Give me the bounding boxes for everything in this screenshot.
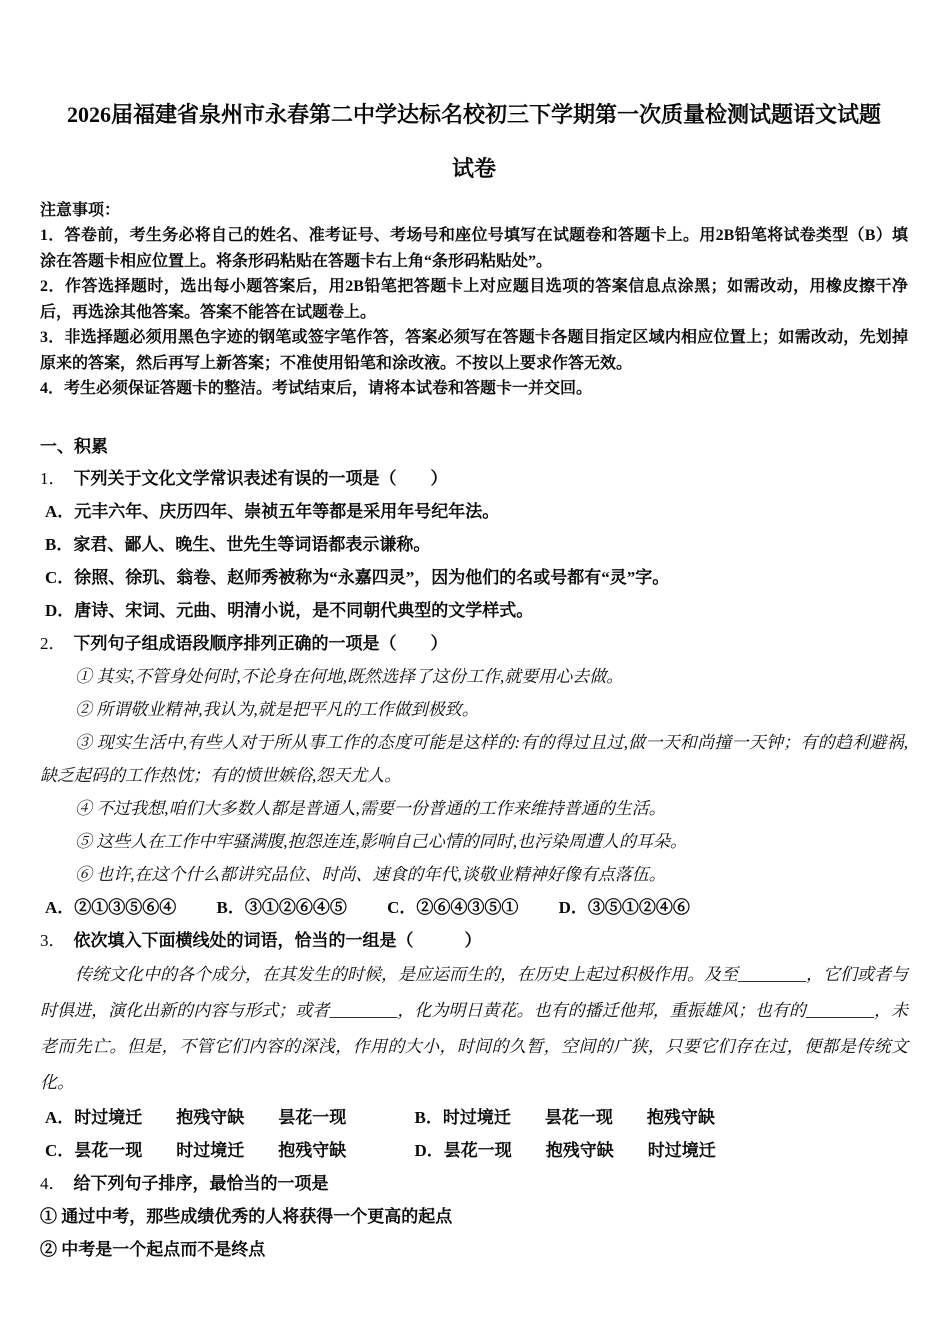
question-3-passage: 传统文化中的各个成分，在其发生的时候，是应运而生的，在历史上起过积极作用。及至________，它们或者与时俱进，演化出新的内容与形式；或者________，化为明日黄花。也有的播迁他邦，重振雄风；也有的________，未老而先亡。但是，不管它们内容的深浅，作用的大小，时间的久暂，空间的广狭，只要它们存在过，便都是传统文化。: [40, 964, 908, 1092]
section-heading-accumulation: 一、积累: [40, 436, 108, 456]
paper-title-line2: 试卷: [451, 156, 496, 181]
question-2-option-b: B．③①②⑥④⑤: [216, 897, 347, 917]
question-2-option-d: D．③⑤①②④⑥: [558, 897, 690, 917]
question-2-option-a: A．②①③⑤⑥④: [45, 897, 177, 917]
question-3-options-row-1: [40, 1101, 908, 1134]
question-2-options-row: [40, 891, 908, 924]
question-2-sentence-4: ④ 不过我想,咱们大多数人都是普通人,需要一份普通的工作来维持普通的生活。: [75, 798, 666, 818]
notice-section: [40, 199, 908, 402]
notice-item-4: 4．考生必须保证答题卡的整洁。考试结束后，请将本试卷和答题卡一并交回。: [40, 380, 593, 397]
question-2-sentence-1: ① 其实,不管身处何时,不论身在何地,既然选择了这份工作,就要用心去做。: [75, 666, 624, 686]
question-1-option-a: A．元丰六年、庆历四年、崇祯五年等都是采用年号纪年法。: [45, 501, 500, 521]
notice-item-1: 1．答卷前，考生务必将自己的姓名、准考证号、考场号和座位号填写在试题卷和答题卡上。用2B铅笔将试卷类型（B）填涂在答题卡相应位置上。将条形码粘贴在答题卡右上角“条形码粘贴处”。: [40, 227, 908, 270]
question-2-number: 2．: [40, 633, 66, 653]
question-3-stem-text: 依次填入下面横线处的词语，恰当的一组是（ ）: [73, 930, 482, 950]
question-4-sentence-1: ① 通过中考，那些成绩优秀的人将获得一个更高的起点: [40, 1206, 453, 1226]
question-3-option-d: D．昙花一现 抱残守缺 时过境迁: [414, 1140, 716, 1160]
question-4: [40, 1167, 908, 1266]
question-3-option-c: C．昙花一现 时过境迁 抱残守缺: [45, 1140, 347, 1160]
question-2-sentence-3: ③ 现实生活中,有些人对于所从事工作的态度可能是这样的:有的得过且过,做一天和尚撞一天钟；有的趋利避祸,缺乏起码的工作热忱；有的愤世嫉俗,怨天尤人。: [40, 732, 908, 785]
question-2-stem: [40, 627, 908, 660]
question-2-sentence-6: ⑥ 也许,在这个什么都讲究品位、时尚、速食的年代,谈敬业精神好像有点落伍。: [75, 864, 666, 884]
question-4-stem-text: 给下列句子排序，最恰当的一项是: [73, 1173, 329, 1193]
question-1-option-c: C．徐照、徐玑、翁卷、赵师秀被称为“永嘉四灵”，因为他们的名或号都有“灵”字。: [45, 567, 670, 587]
question-2-sentence-2: ② 所谓敬业精神,我认为,就是把平凡的工作做到极致。: [75, 699, 479, 719]
notice-item-3: 3．非选择题必须用黑色字迹的钢笔或签字笔作答，答案必须写在答题卡各题目指定区域内相应位置上；如需改动，先划掉原来的答案，然后再写上新答案；不准使用铅笔和涂改液。不按以上要求作答无效。: [40, 329, 908, 372]
question-2-sentence-5: ⑤ 这些人在工作中牢骚满腹,抱怨连连,影响自己心情的同时,也污染周遭人的耳朵。: [75, 831, 687, 851]
question-1: [40, 462, 908, 627]
notice-heading: 注意事项：: [40, 202, 121, 219]
question-1-stem: [40, 462, 908, 495]
question-2: [40, 627, 908, 924]
question-3-option-b: B．时过境迁 昙花一现 抱残守缺: [414, 1107, 715, 1127]
question-3: [40, 924, 908, 1167]
question-1-option-d: D．唐诗、宋词、元曲、明清小说，是不同朝代典型的文学样式。: [45, 600, 534, 620]
question-3-options-row-2: [40, 1134, 908, 1167]
question-3-option-a: A．时过境迁 抱残守缺 昙花一现: [45, 1107, 347, 1127]
question-4-number: 4．: [40, 1173, 66, 1193]
question-1-stem-text: 下列关于文化文学常识表述有误的一项是（ ）: [73, 468, 448, 488]
question-2-stem-text: 下列句子组成语段顺序排列正确的一项是（ ）: [73, 633, 448, 653]
question-1-option-b: B．家君、鄙人、晚生、世先生等词语都表示谦称。: [45, 534, 431, 554]
paper-title-line1: 2026届福建省泉州市永春第二中学达标名校初三下学期第一次质量检测试题语文试题: [66, 102, 881, 127]
question-4-stem: [40, 1167, 908, 1200]
question-3-stem: [40, 924, 908, 957]
question-1-number: 1．: [40, 468, 66, 488]
question-4-sentence-2: ② 中考是一个起点而不是终点: [40, 1239, 266, 1259]
notice-item-2: 2．作答选择题时，选出每小题答案后，用2B铅笔把答题卡上对应题目选项的答案信息点涂黑；如需改动，用橡皮擦干净后，再选涂其他答案。答案不能答在试题卷上。: [40, 278, 908, 321]
question-3-number: 3．: [40, 930, 66, 950]
question-2-option-c: C．②⑥④③⑤①: [387, 897, 519, 917]
